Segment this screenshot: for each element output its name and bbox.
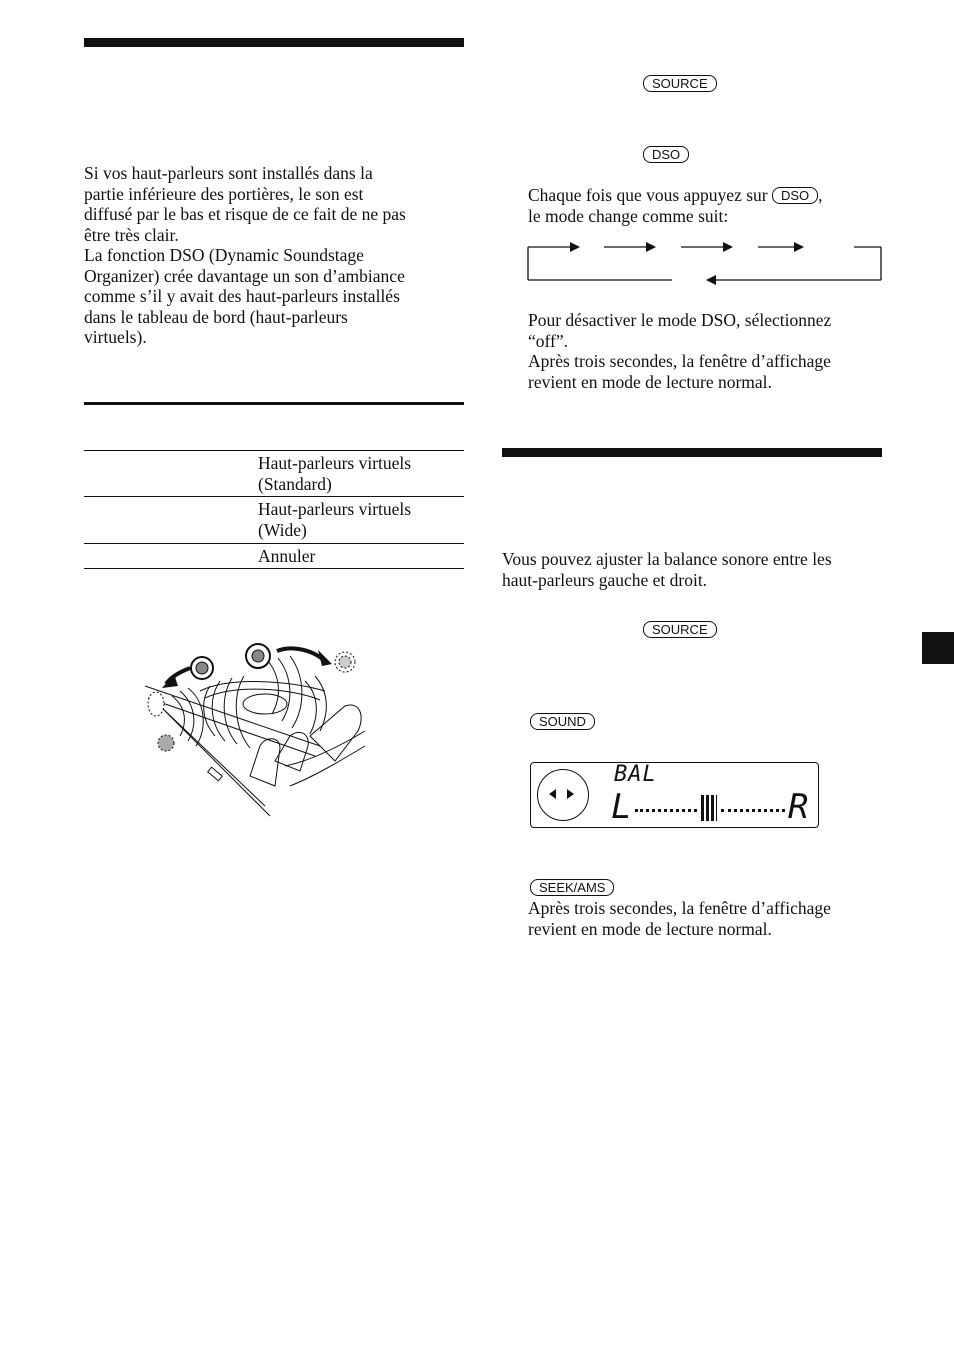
intro-line: diffusé par le bas et risque de ce fait de ne pas bbox=[84, 204, 406, 224]
balance-intro-line: haut-parleurs gauche et droit. bbox=[502, 569, 708, 590]
intro-line: La fonction DSO (Dynamic Soundstage bbox=[84, 245, 364, 265]
after-paragraph bbox=[528, 898, 888, 939]
intro-line: être très clair. bbox=[84, 224, 179, 245]
intro-line: Si vos haut-parleurs sont installés dans la bbox=[84, 163, 373, 183]
balance-scale-left bbox=[635, 809, 697, 812]
balance-center-marker bbox=[701, 795, 717, 821]
balance-intro-line: Vous pouvez ajuster la balance sonore entre les bbox=[502, 549, 832, 569]
intro-line: Organizer) crée davantage un son d’ambiance bbox=[84, 265, 405, 286]
right-arrow-icon bbox=[567, 789, 574, 799]
virtual-speaker-illustration bbox=[140, 636, 375, 821]
source-button-1-wrap bbox=[643, 75, 717, 93]
intro-line: partie inférieure des portières, le son est bbox=[84, 183, 364, 204]
table-rule bbox=[84, 543, 464, 544]
balance-scale-right bbox=[721, 809, 785, 812]
balance-intro bbox=[502, 549, 892, 590]
seek-ams-button[interactable]: SEEK/AMS bbox=[530, 879, 614, 896]
display-left-label: L bbox=[611, 787, 632, 827]
dso-mode-cycle-diagram bbox=[526, 236, 886, 286]
table-rule bbox=[84, 496, 464, 497]
source-button-2-wrap bbox=[643, 621, 717, 639]
table-cell-desc: (Standard) bbox=[258, 473, 332, 494]
intro-line: virtuels). bbox=[84, 327, 147, 347]
after-line: revient en mode de lecture normal. bbox=[528, 918, 772, 939]
deactivate-line: Après trois secondes, la fenêtre d’affichage bbox=[528, 351, 831, 371]
sound-button-wrap bbox=[530, 713, 595, 731]
dso-each-press-comma: , bbox=[818, 185, 823, 205]
table-row bbox=[258, 453, 468, 494]
table-rule bbox=[84, 450, 464, 451]
dso-button-1-wrap bbox=[643, 146, 689, 164]
source-button[interactable]: SOURCE bbox=[643, 75, 717, 92]
deactivate-paragraph bbox=[528, 310, 888, 392]
intro-line: comme s’il y avait des haut-parleurs installés bbox=[84, 286, 400, 306]
table-cell-desc: Haut-parleurs virtuels bbox=[258, 499, 412, 519]
table-cell-desc: Haut-parleurs virtuels bbox=[258, 453, 412, 473]
page-edge-tab bbox=[922, 632, 954, 664]
left-arrow-icon bbox=[549, 789, 556, 799]
table-rule bbox=[84, 568, 464, 569]
dso-button[interactable]: DSO bbox=[643, 146, 689, 163]
section-rule-right bbox=[502, 448, 882, 457]
table-cell-desc: Annuler bbox=[258, 546, 316, 566]
table-row bbox=[258, 499, 468, 540]
display-bal-label: BAL bbox=[614, 762, 657, 787]
sound-button[interactable]: SOUND bbox=[530, 713, 595, 730]
after-line: Après trois secondes, la fenêtre d’affichage bbox=[528, 898, 831, 918]
deactivate-line: Pour désactiver le mode DSO, sélectionnez bbox=[528, 310, 832, 330]
table-top-rule bbox=[84, 402, 464, 405]
table-row bbox=[258, 546, 468, 567]
dso-each-press bbox=[528, 185, 888, 226]
seek-button-wrap bbox=[530, 879, 614, 897]
table-cell-desc: (Wide) bbox=[258, 519, 307, 540]
dso-each-press-text: Chaque fois que vous appuyez sur bbox=[528, 185, 768, 205]
balance-display bbox=[530, 762, 819, 828]
source-button[interactable]: SOURCE bbox=[643, 621, 717, 638]
section-rule-left bbox=[84, 38, 464, 47]
dso-mode-change-text: le mode change comme suit: bbox=[528, 205, 729, 226]
display-right-label: R bbox=[788, 787, 809, 827]
deactivate-line: revient en mode de lecture normal. bbox=[528, 371, 772, 392]
deactivate-line: “off”. bbox=[528, 330, 568, 351]
intro-paragraph bbox=[84, 163, 474, 348]
intro-line: dans le tableau de bord (haut-parleurs bbox=[84, 306, 348, 327]
dso-button-inline[interactable]: DSO bbox=[772, 187, 818, 204]
direction-knob bbox=[537, 769, 589, 821]
